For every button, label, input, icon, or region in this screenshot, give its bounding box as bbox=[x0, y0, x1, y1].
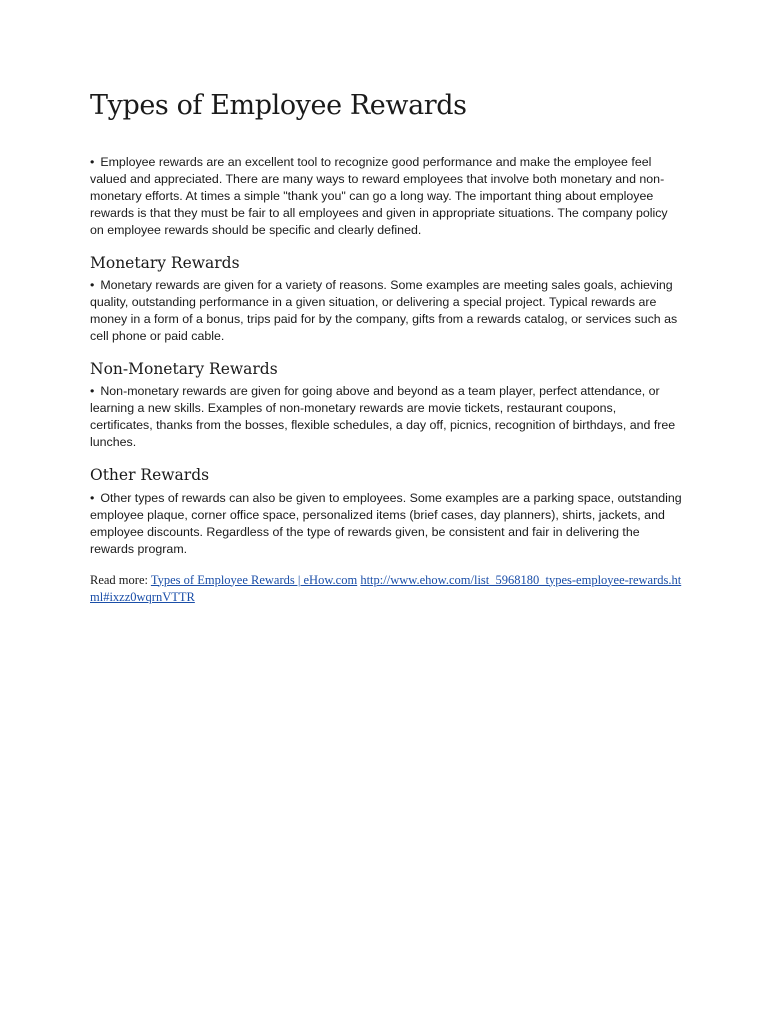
bullet-icon: • bbox=[90, 278, 95, 293]
section-heading-monetary: Monetary Rewards bbox=[90, 254, 240, 273]
read-more-line bbox=[90, 572, 682, 606]
read-more-prefix: Read more: bbox=[90, 572, 151, 587]
document-title: Types of Employee Rewards bbox=[90, 90, 467, 121]
section-heading-other: Other Rewards bbox=[90, 466, 210, 485]
bullet-icon: • bbox=[90, 384, 95, 399]
section-paragraph-other bbox=[90, 490, 682, 558]
section-text-non-monetary: Non-monetary rewards are given for going above and beyond as a team player, perfect attendance, or learning a new skills. Examples of non-monetary rewards are movie tickets, restaurant coupons, certificates, thanks from the bosses, flexible schedules, a day off, picnics, recognition of birthdays, and free lunches. bbox=[90, 384, 676, 450]
section-text-other: Other types of rewards can also be given to employees. Some examples are a parking space, outstanding employee plaque, corner office space, personalized items (brief cases, day planners), shirts, jackets, and employee discounts. Regardless of the type of rewards given, be consistent and fair in delivering the rewards program. bbox=[90, 490, 682, 556]
intro-paragraph bbox=[90, 154, 682, 239]
intro-text: Employee rewards are an excellent tool to recognize good performance and make the employee feel valued and appreciated. There are many ways to reward employees that involve both monetary and non-monetary efforts. At times a simple "thank you" can go a long way. The important thing about employee rewards is that they must be fair to all employees and given in appropriate situations. The company policy on employee rewards should be specific and clearly defined. bbox=[90, 155, 668, 238]
bullet-icon: • bbox=[90, 490, 95, 505]
section-heading-non-monetary: Non-Monetary Rewards bbox=[90, 360, 278, 379]
bullet-icon: • bbox=[90, 155, 95, 170]
section-paragraph-monetary bbox=[90, 277, 682, 345]
section-paragraph-non-monetary bbox=[90, 383, 682, 451]
section-text-monetary: Monetary rewards are given for a variety of reasons. Some examples are meeting sales goals, achieving quality, outstanding performance in a given situation, or delivering a special project. Typical rewards are money in a form of a bonus, trips paid for by the company, gifts from a rewards catalog, or services such as cell phone or paid cable. bbox=[90, 278, 678, 344]
article-url-link[interactable]: http://www.ehow.com/list_5968180_types-employee-rewards.html#ixzz0wqrnVTTR bbox=[90, 572, 682, 604]
document-page bbox=[90, 88, 682, 606]
article-title-link[interactable]: Types of Employee Rewards | eHow.com bbox=[150, 572, 358, 587]
